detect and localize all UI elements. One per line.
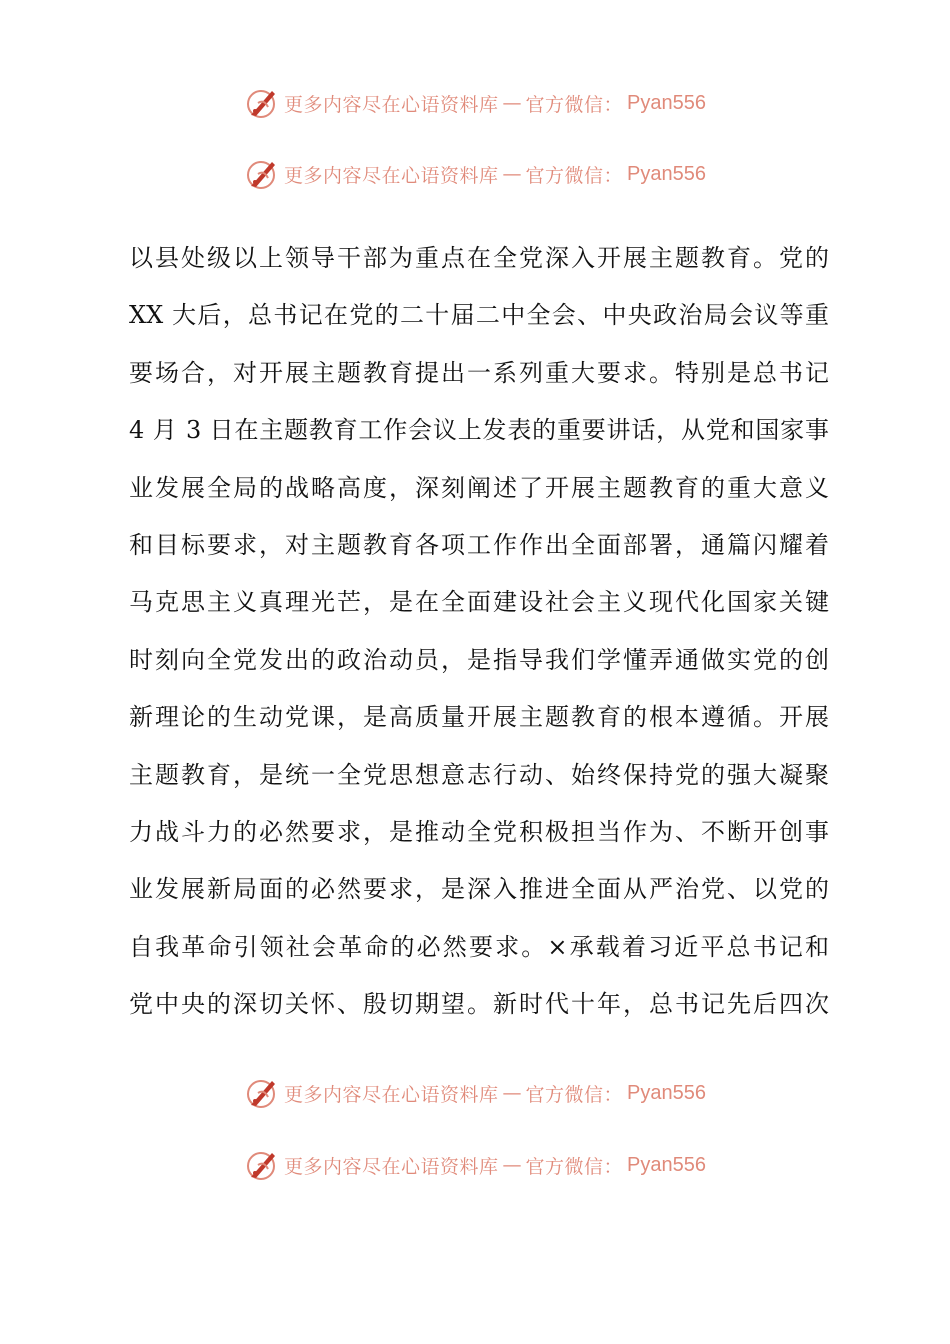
watermark-separator: — — [502, 1082, 522, 1104]
body-line: 党中央的深切关怀、殷切期望。新时代十年，总书记先后四次 — [129, 990, 829, 1019]
watermark-banner — [0, 83, 950, 123]
watermark-text: 更多内容尽在心语资料库 — [284, 1155, 499, 1178]
watermark-account-label: 官方微信： — [525, 1083, 624, 1106]
watermark-separator: — — [502, 1154, 522, 1176]
watermark-account-label: 官方微信： — [525, 1155, 624, 1178]
watermark-handle: Pyan556 — [627, 162, 706, 185]
body-line: 时刻向全党发出的政治动员，是指导我们学懂弄通做实党的创 — [129, 645, 829, 674]
body-line: 和目标要求，对主题教育各项工作作出全面部署，通篇闪耀着 — [129, 530, 829, 559]
body-line: 业发展新局面的必然要求，是深入推进全面从严治党、以党的 — [129, 875, 829, 904]
watermark-banner — [0, 154, 950, 194]
watermark-banner — [0, 1145, 950, 1185]
body-line: 主题教育，是统一全党思想意志行动、始终保持党的强大凝聚 — [129, 760, 829, 789]
body-line: 业发展全局的战略高度，深刻阐述了开展主题教育的重大意义 — [129, 473, 829, 502]
body-line: 以县处级以上领导干部为重点在全党深入开展主题教育。党的 — [129, 244, 829, 272]
body-line: 力战斗力的必然要求，是推动全党积极担当作为、不断开创事 — [129, 817, 829, 846]
watermark-account-label: 官方微信： — [525, 164, 624, 187]
watermark-separator: — — [502, 163, 522, 185]
watermark-text: 更多内容尽在心语资料库 — [284, 1083, 499, 1106]
quill-logo-icon — [244, 1075, 280, 1111]
watermark-handle: Pyan556 — [627, 91, 706, 114]
watermark-banner — [0, 1073, 950, 1113]
watermark-text: 更多内容尽在心语资料库 — [284, 93, 499, 116]
watermark-text: 更多内容尽在心语资料库 — [284, 164, 499, 187]
watermark-handle: Pyan556 — [627, 1153, 706, 1176]
body-line: XX 大后，总书记在党的二十届二中全会、中央政治局会议等重 — [129, 301, 829, 330]
document-body — [129, 230, 829, 1033]
watermark-handle: Pyan556 — [627, 1081, 706, 1104]
watermark-account-label: 官方微信： — [525, 93, 624, 116]
body-line: 马克思主义真理光芒，是在全面建设社会主义现代化国家关键 — [129, 588, 829, 617]
quill-logo-icon — [244, 85, 280, 121]
watermark-separator: — — [502, 92, 522, 114]
body-line: 要场合，对开展主题教育提出一系列重大要求。特别是总书记 — [129, 358, 829, 387]
body-line: 自我革命引领社会革命的必然要求。×承载着习近平总书记和 — [129, 932, 829, 961]
body-line: 新理论的生动党课，是高质量开展主题教育的根本遵循。开展 — [129, 703, 829, 732]
body-line: 4 月 3 日在主题教育工作会议上发表的重要讲话，从党和国家事 — [129, 416, 829, 445]
quill-logo-icon — [244, 156, 280, 192]
quill-logo-icon — [244, 1147, 280, 1183]
